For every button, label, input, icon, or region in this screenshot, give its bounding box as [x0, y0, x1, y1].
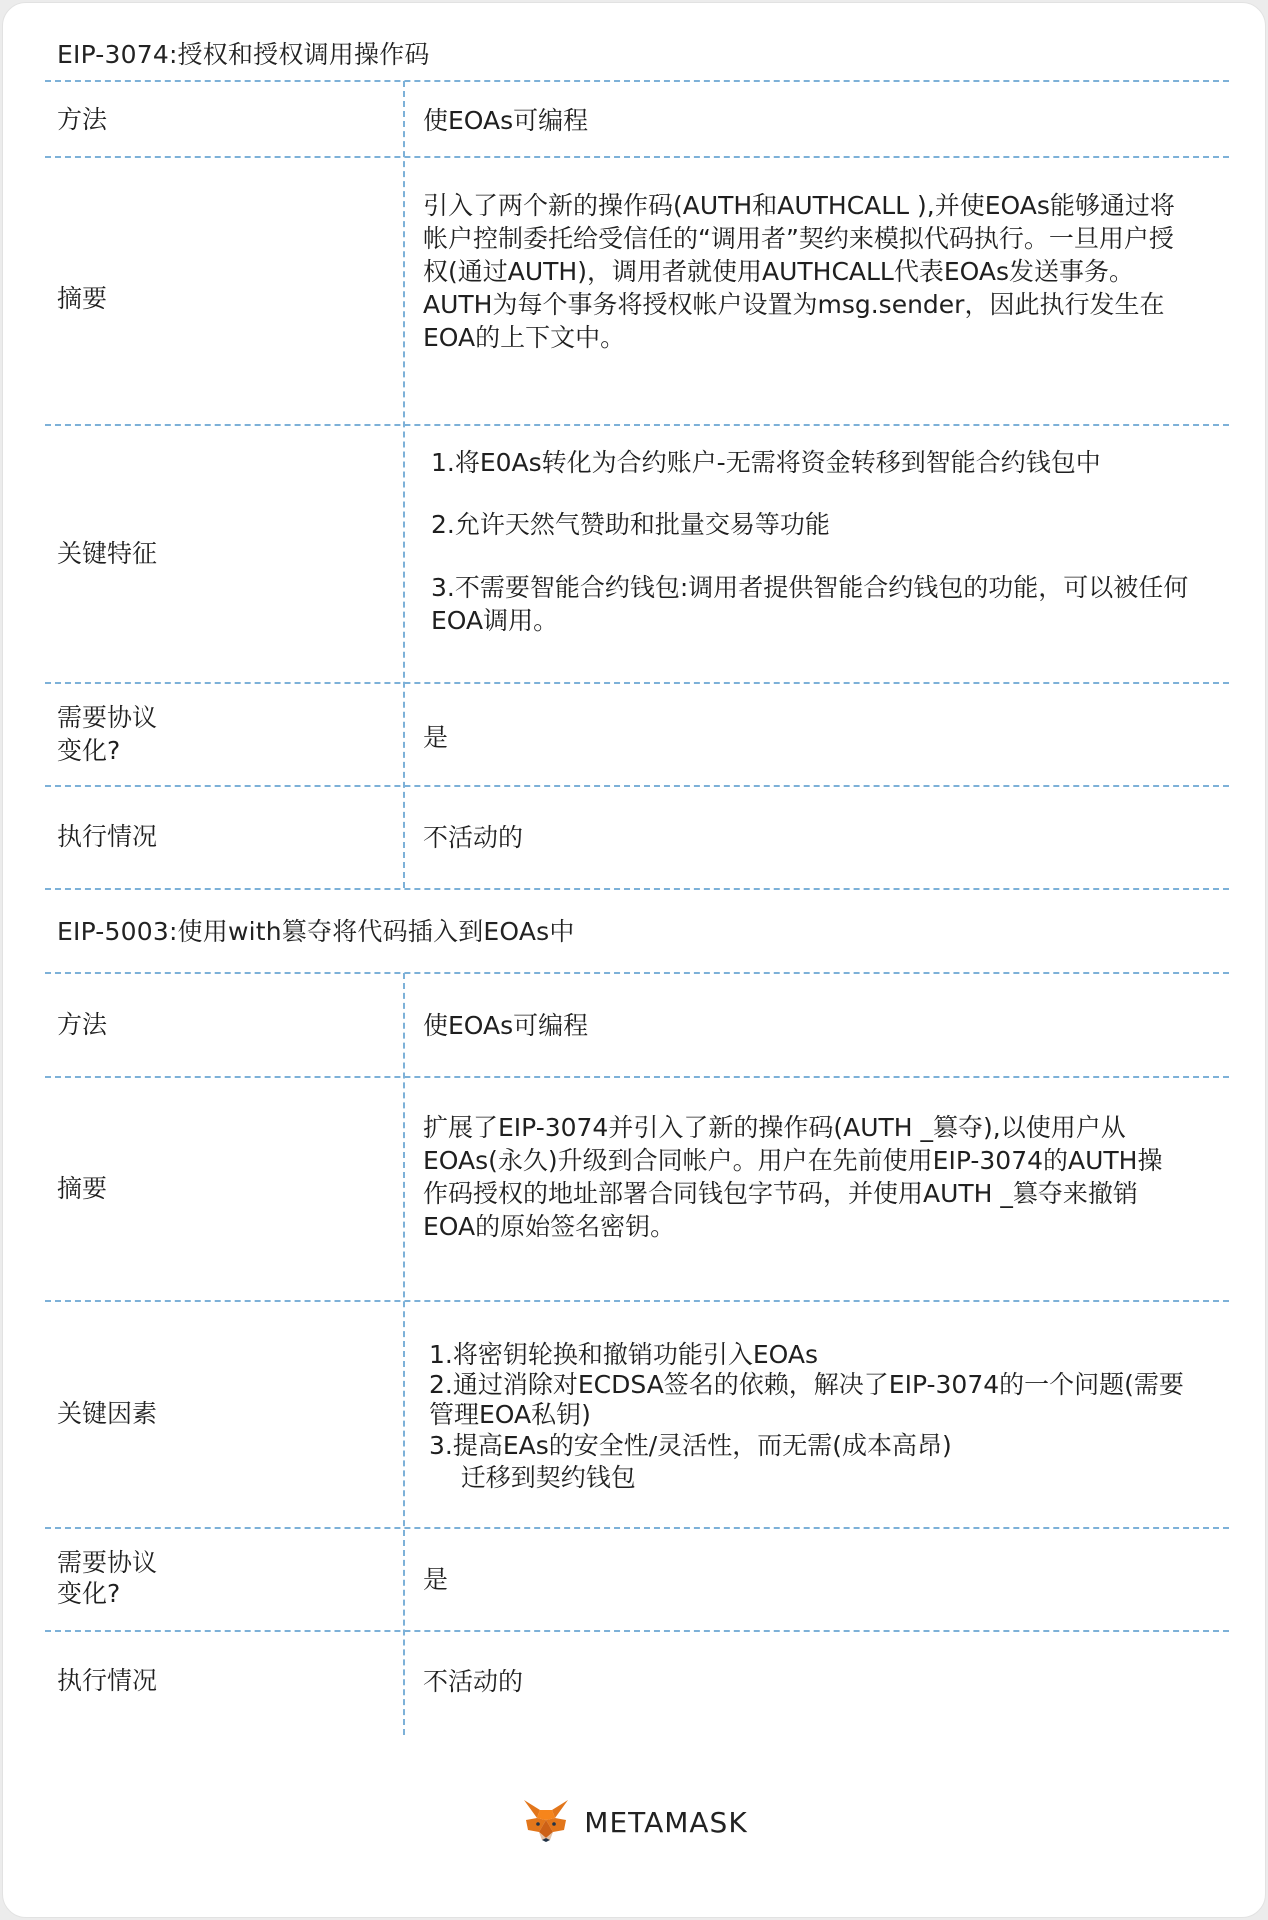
list-item: 1.将密钥轮换和撤销功能引入EOAs: [429, 1340, 819, 1369]
divider: [45, 424, 1229, 426]
list-item: 2.允许天然气赞助和批量交易等功能: [431, 510, 830, 539]
divider: [45, 80, 1229, 82]
list-item: 1.将E0As转化为合约账户-无需将资金转移到智能合约钱包中: [431, 448, 1101, 477]
eip5003-protocol-value: 是: [423, 1565, 449, 1594]
eip3074-method-label: 方法: [57, 105, 108, 134]
eip5003-summary-value: 扩展了EIP-3074并引入了新的操作码(AUTH _篡夺),以使用户从EOAs(永久)升级到合同帐户。用户在先前使用EIP-3074的AUTH操作码授权的地址部署合同钱包字节码，并使用AUTH _篡夺来撤销EOA的原始签名密钥。: [423, 1113, 1163, 1241]
eip3074-protocol-label: 需要协议 变化?: [57, 703, 158, 765]
divider: [45, 1300, 1229, 1302]
eip3074-title: EIP-3074:授权和授权调用操作码: [57, 40, 430, 69]
divider: [45, 156, 1229, 158]
eip5003-method-label: 方法: [57, 1010, 108, 1039]
eip3074-features-label: 关键特征: [57, 539, 158, 568]
divider: [45, 682, 1229, 684]
eip5003-method-value: 使EOAs可编程: [423, 1011, 589, 1040]
metamask-fox-icon: [522, 1798, 570, 1846]
divider: [45, 1527, 1229, 1529]
column-divider: [403, 81, 405, 888]
eip3074-method-value: 使EOAs可编程: [423, 106, 589, 135]
eip3074-features-list: [431, 447, 1191, 637]
list-item: 2.通过消除对ECDSA签名的依赖，解决了EIP-3074的一个问题(需要管理EOA私钥): [429, 1370, 1184, 1429]
eip5003-factors-label: 关键因素: [57, 1399, 158, 1428]
divider: [45, 785, 1229, 787]
eip5003-factors-list: [429, 1340, 1191, 1494]
divider: [45, 888, 1229, 890]
brand-name: METAMASK: [584, 1805, 748, 1839]
list-item: 3.不需要智能合约钱包:调用者提供智能合约钱包的功能，可以被任何EOA调用。: [431, 573, 1189, 635]
eip3074-protocol-value: 是: [423, 723, 449, 752]
eip3074-summary-value: 引入了两个新的操作码(AUTH和AUTHCALL ),并使EOAs能够通过将帐户控制委托给受信任的“调用者”契约来模拟代码执行。一旦用户授权(通过AUTH)，调用者就使用AUTHCALL代表EOAs发送事务。AUTH为每个事务将授权帐户设置为msg.sender，因此执行发生在EOA的上下文中。: [423, 191, 1175, 352]
eip3074-status-label: 执行情况: [57, 822, 158, 851]
comparison-card: [2, 2, 1266, 1918]
divider: [45, 1630, 1229, 1632]
eip5003-summary-label: 摘要: [57, 1174, 108, 1203]
eip3074-summary-label: 摘要: [57, 284, 108, 313]
eip5003-title: EIP-5003:使用with篡夺将代码插入到EOAs中: [57, 917, 575, 946]
eip3074-status-value: 不活动的: [423, 823, 524, 852]
eip5003-status-value: 不活动的: [423, 1667, 524, 1696]
divider: [45, 1076, 1229, 1078]
divider: [45, 972, 1229, 974]
footer: [3, 1798, 1267, 1846]
column-divider: [403, 973, 405, 1735]
eip5003-status-label: 执行情况: [57, 1666, 158, 1695]
eip5003-protocol-label: 需要协议 变化?: [57, 1548, 158, 1608]
list-item: 3.提高EAs的安全性/灵活性，而无需(成本高昂) 迁移到契约钱包: [429, 1431, 952, 1492]
